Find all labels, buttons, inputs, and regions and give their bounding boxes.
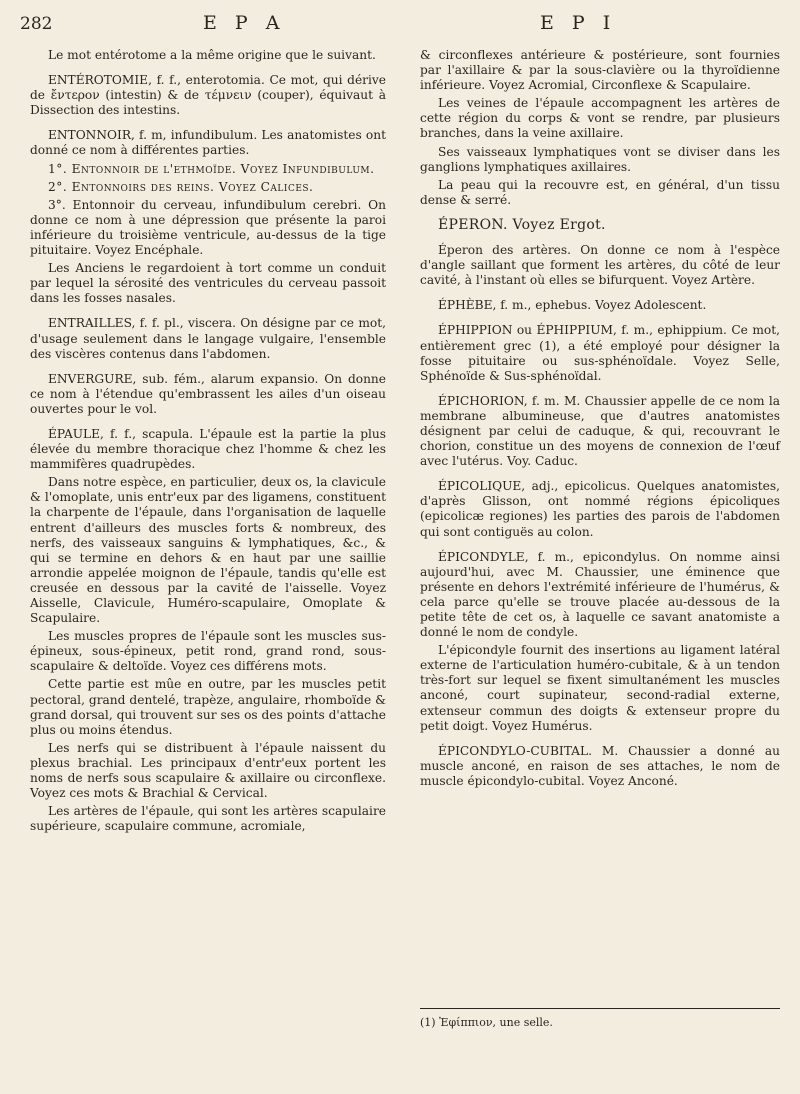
paragraph: Les artères de l'épaule, qui sont les artères scapulaire supérieure, scapulaire commune, acromiale, [30, 804, 386, 834]
entry-enterotomie: ENTÉROTOMIE, f. f., enterotomia. Ce mot, qui dérive de ἔντερον (intestin) & de τέμνειν (couper), équivaut à Dissection des intestins. [30, 73, 386, 118]
paragraph: Les Anciens le regardoient à tort comme un conduit par lequel la sérosité des ventricules du cerveau passoit dans les fosses nasales. [30, 261, 386, 306]
paragraph: Dans notre espèce, en particulier, deux os, la clavicule & l'omoplate, unis entr'eux par des ligamens, constituent la charpente de l'épaule, dans l'organisation de laquelle entrent d'ailleurs des muscles forts & nombreux, des nerfs, des vaisseaux sanguins & lymphatiques, &c., & qui se termine en dehors & en haut par une saillie arrondie appelée moignon de l'épaule, tandis qu'elle est creusée en dessous par la cavité de l'aisselle. Voyez Aisselle, Clavicule, Huméro-scapulaire, Omoplate & Scapulaire. [30, 475, 386, 626]
footnote-rule [420, 1008, 780, 1009]
left-running-head: E P A [203, 12, 286, 34]
paragraph: Les muscles propres de l'épaule sont les muscles sus-épineux, sous-épineux, petit rond, grand rond, sous-scapulaire & deltoïde. Voyez ces différens mots. [30, 629, 386, 674]
entry-ephippion: ÉPHIPPION ou ÉPHIPPIUM, f. m., ephippium. Ce mot, entièrement grec (1), a été employé pour désigner la fosse pituitaire ou sus-sphénoïdale. Voyez Selle, Sphénoïde & Sus-sphénoïdal. [420, 323, 780, 383]
paragraph: Les veines de l'épaule accompagnent les artères de cette région du corps & vont se rendre, par plusieurs branches, dans la veine axillaire. [420, 96, 780, 141]
entry-eperon-arteres: Éperon des artères. On donne ce nom à l'espèce d'angle saillant que forment les artères, du côté de leur cavité, à l'instant où elles se bifurquent. Voyez Artère. [420, 243, 780, 288]
paragraph: & circonflexes antérieure & postérieure, sont fournies par l'axillaire & par la sous-clavière ou la thyroïdienne inférieure. Voyez Acromial, Circonflexe & Scapulaire. [420, 48, 780, 93]
right-column [420, 48, 780, 792]
entry-epaule: ÉPAULE, f. f., scapula. L'épaule est la partie la plus élevée du membre thoracique chez l'homme & chez les mammifères quadrupèdes. [30, 426, 386, 472]
paragraph: L'épicondyle fournit des insertions au ligament latéral externe de l'articulation huméro-cubitale, & à un tendon très-fort sur lequel se fixent simultanément les muscles anconé, court supinateur, second-radial externe, extenseur commun des doigts & extenseur propre du petit doigt. Voyez Humérus. [420, 643, 780, 733]
paragraph: Les nerfs qui se distribuent à l'épaule naissent du plexus brachial. Les principaux d'entr'eux portent les noms de nerfs sous scapulaire & axillaire ou circonflexe. Voyez ces mots & Brachial & Cervical. [30, 740, 386, 801]
running-header [0, 12, 800, 42]
entry-entrailles: ENTRAILLES, f. f. pl., viscera. On désigne par ce mot, d'usage seulement dans le langage vulgaire, l'ensemble des viscères contenus dans l'abdomen. [30, 316, 386, 361]
right-running-head: E P I [540, 12, 617, 34]
footnote: (1) Ἐφίππιον, une selle. [420, 1016, 553, 1029]
paragraph: La peau qui la recouvre est, en général, d'un tissu dense & serré. [420, 177, 780, 207]
paragraph: Ses vaisseaux lymphatiques vont se diviser dans les ganglions lymphatiques axillaires. [420, 144, 780, 174]
page-number: 282 [20, 14, 53, 34]
paragraph: Cette partie est mûe en outre, par les muscles petit pectoral, grand dentelé, trapèze, angulaire, rhomboïde & grand dorsal, qui trouvent sur ses os des points d'attache plus ou moins étendus. [30, 677, 386, 737]
entry-ephebe: ÉPHÈBE, f. m., ephebus. Voyez Adolescent. [438, 298, 707, 313]
subentry: 2°. Entonnoirs des reins. Voyez Calices. [48, 179, 314, 194]
entry-eperon: ÉPERON. Voyez Ergot. [438, 216, 606, 233]
entry-epicondylo-cubital: ÉPICONDYLO-CUBITAL. M. Chaussier a donné au muscle anconé, en raison de ses attaches, le nom de muscle épicondylo-cubital. Voyez Anconé. [420, 743, 780, 788]
entry-entonnoir: ENTONNOIR, f. m, infundibulum. Les anatomistes ont donné ce nom à différentes parties. [30, 128, 386, 158]
subentry: 1°. Entonnoir de l'ethmoïde. Voyez Infundibulum. [48, 161, 375, 176]
entry-epicondyle: ÉPICONDYLE, f. m., epicondylus. On nomme ainsi aujourd'hui, avec M. Chaussier, une éminence que présente en dehors l'extrémité inférieure de l'humérus, & cela parce qu'elle se trouve placée au-dessous de la petite tête de cet os, à laquelle ce savant anatomiste a donné le nom de condyle. [420, 549, 780, 640]
subentry: 3°. Entonnoir du cerveau, infundibulum cerebri. On donne ce nom à une dépression que présente la paroi inférieure du troisième ventricule, au-dessus de la tige pituitaire. Voyez Encéphale. [30, 197, 386, 258]
paragraph: Le mot entérotome a la même origine que le suivant. [48, 48, 376, 62]
entry-envergure: ENVERGURE, sub. fém., alarum expansio. On donne ce nom à l'étendue qu'embrassent les ailes d'un oiseau ouvertes pour le vol. [30, 371, 386, 416]
left-column [30, 48, 386, 837]
entry-epichorion: ÉPICHORION, f. m. M. Chaussier appelle de ce nom la membrane albumineuse, que d'autres anatomistes désignent par celui de caduque, & qui, recouvrant le chorion, constitue un des moyens de connexion de l'œuf avec l'utérus. Voy. Caduc. [420, 393, 780, 469]
entry-epicolique: ÉPICOLIQUE, adj., epicolicus. Quelques anatomistes, d'après Glisson, ont nommé régions épicoliques (epicolicæ regiones) les parties des parois de l'abdomen qui sont contiguës au colon. [420, 479, 780, 539]
